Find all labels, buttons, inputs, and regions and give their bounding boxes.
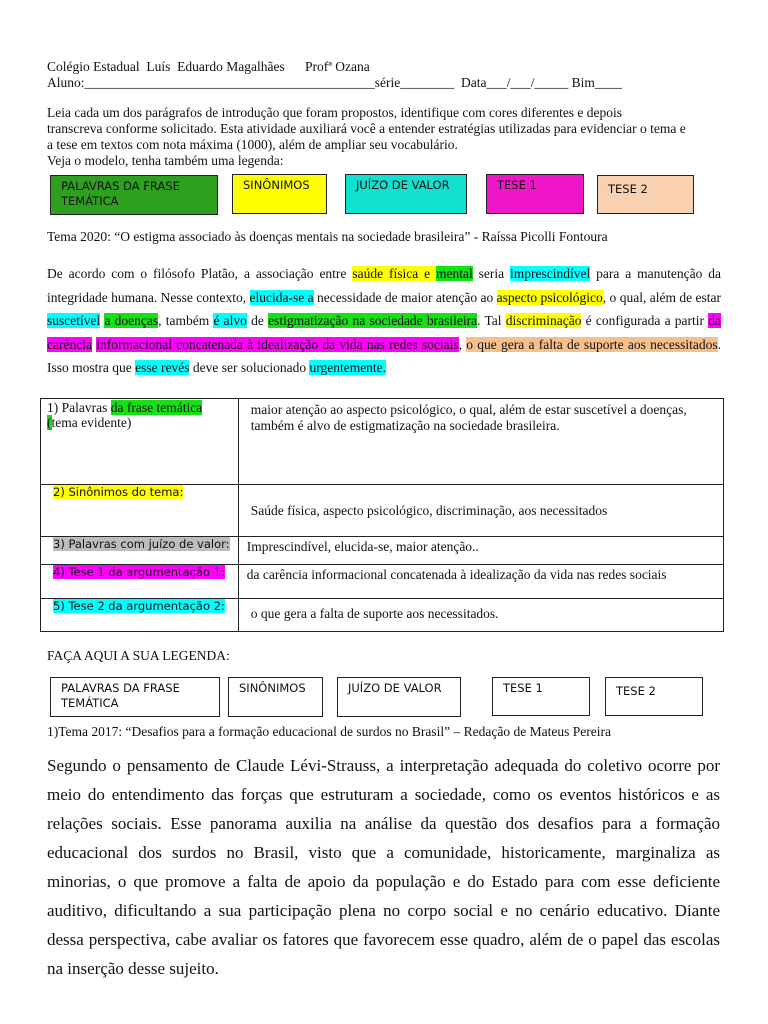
legend-model-synonyms xyxy=(232,174,327,214)
highlight-synonym: saúde física e xyxy=(352,266,436,281)
legend-blank-value-judgment[interactable] xyxy=(337,677,461,717)
highlight-value-judgment: esse revés xyxy=(135,360,190,375)
answer-text: Saúde física, aspecto psicológico, discriminação, aos necessitados xyxy=(250,503,608,518)
answer-text: da carência informacional concatenada à idealização da vida nas redes sociais xyxy=(246,567,667,582)
legend-blank-thesis-2[interactable] xyxy=(605,677,703,716)
student-line: Aluno:___________________________________________série________ Data___/___/_____ Bim____ xyxy=(47,75,622,90)
table-cell-label xyxy=(41,485,239,537)
tema-2020: Tema 2020: “O estigma associado às doenças mentais na sociedade brasileira” - Raíssa Picolli Fontoura xyxy=(47,229,608,244)
legend-model-thesis-2 xyxy=(597,175,694,214)
text-span: . Isso mostra que xyxy=(47,336,722,375)
table-row xyxy=(41,485,724,537)
highlight-thematic: a doenças xyxy=(104,313,159,328)
text-span: tema evidente) xyxy=(51,415,132,430)
legend-label: SINÔNIMOS xyxy=(239,681,306,695)
highlight-thematic: mental xyxy=(435,266,473,281)
highlight-thesis-1: 4) Tese 1 da argumentação 1: xyxy=(53,565,225,579)
highlight-value-judgment-label: 3) Palavras com juízo de valor: xyxy=(53,537,230,551)
instructions-line: Leia cada um dos parágrafos de introdução que foram propostos, identifique com cores diferentes e depois xyxy=(47,105,623,120)
table-cell-answer xyxy=(238,599,723,632)
table-cell-answer xyxy=(238,537,723,565)
highlight-thesis-2: o que gera a falta de suporte aos necessitados xyxy=(466,336,718,352)
legend-label: PALAVRAS DA FRASE TEMÁTICA xyxy=(61,179,180,208)
highlight-thesis-2: 5) Tese 2 da argumentação 2: xyxy=(53,599,225,613)
table-cell-answer xyxy=(238,485,723,537)
answer-text: o que gera a falta de suporte aos necessitados. xyxy=(250,606,499,621)
highlight-value-judgment: suscetível xyxy=(47,313,101,328)
highlight-value-judgment: elucida-se a xyxy=(249,289,314,305)
highlight-value-judgment: imprescindível xyxy=(510,266,591,281)
legend-label: TESE 2 xyxy=(616,684,656,698)
text-span: , o qual, além de estar xyxy=(602,289,721,305)
text-span: necessidade de maior atenção ao xyxy=(313,289,497,305)
highlight-thesis-1: carência xyxy=(47,336,92,352)
tema-2017: 1)Tema 2017: “Desafios para a formação educacional de surdos no Brasil” – Redação de Mateus Pereira xyxy=(47,724,611,739)
text-span: deve ser solucionado xyxy=(189,360,310,375)
text-span: . Tal xyxy=(477,313,506,328)
instructions xyxy=(47,105,747,169)
legend-prompt: FAÇA AQUI A SUA LEGENDA: xyxy=(47,648,230,663)
legend-model-value-judgment xyxy=(345,174,467,214)
legend-label: TESE 1 xyxy=(503,681,543,695)
school-name: Colégio Estadual Luís Eduardo Magalhães Profª Ozana xyxy=(47,59,370,74)
answer-text: maior atenção ao aspecto psicológico, o qual, além de estar suscetível a doenças, também é alvo de estigmatização na sociedade brasileira. xyxy=(250,402,687,433)
legend-label: JUÍZO DE VALOR xyxy=(356,178,450,192)
example-paragraph xyxy=(47,262,721,380)
highlight-thematic: da frase temática xyxy=(110,400,203,415)
table-cell-label xyxy=(41,599,239,632)
legend-blank-thematic[interactable] xyxy=(50,677,220,717)
legend-model-thesis-1 xyxy=(486,174,584,214)
answer-text: Imprescindível, elucida-se, maior atenção.. xyxy=(246,539,479,554)
table-cell-answer xyxy=(238,565,723,599)
highlight-thesis-1: informacional concatenada à idealização da vida nas redes sociais xyxy=(96,336,459,352)
highlight-synonym: 2) Sinônimos do tema: xyxy=(53,485,184,499)
table-cell-label xyxy=(41,399,239,485)
legend-blank-synonyms[interactable] xyxy=(228,677,323,717)
highlight-thematic: ( xyxy=(47,415,52,430)
text-span: para a manutenção da integridade humana. Nesse contexto, xyxy=(47,266,722,305)
text-span: é configurada a partir xyxy=(581,313,709,328)
table-cell-answer xyxy=(238,399,723,485)
table-row xyxy=(41,599,724,632)
legend-label: TESE 1 xyxy=(497,178,537,192)
highlight-thematic: estigmatização na sociedade brasileira xyxy=(268,313,478,328)
highlight-thesis-1: da xyxy=(708,313,721,328)
legend-label: PALAVRAS DA FRASE TEMÁTICA xyxy=(61,681,180,710)
instructions-line: Veja o modelo, tenha também uma legenda: xyxy=(47,153,284,168)
highlight-synonym: discriminação xyxy=(505,313,582,328)
legend-model-thematic xyxy=(50,175,218,215)
table-cell-label xyxy=(41,565,239,599)
instructions-line: transcreva conforme solicitado. Esta atividade auxiliará você a entender estratégias utilizadas para evidenciar o tema e xyxy=(47,121,686,136)
exercise-paragraph: Segundo o pensamento de Claude Lévi-Strauss, a interpretação adequada do coletivo ocorre por meio do entendimento das forças que estruturam a sociedade, como os eventos históricos e as relações sociais. Esse panorama auxilia na análise da questão dos desafios para a formação educacional dos surdos no Brasil, visto que a comunidade, historicamente, marginaliza as minorias, o que promove a falta de apoio da população e do Estado para com esse deficiente auditivo, dificultando a sua participação plena no corpo social e no cenário educativo. Diante dessa perspectiva, cabe avaliar os fatores que favorecem esse quadro, além de o papel das escolas na inserção desse sujeito. xyxy=(47,756,720,978)
highlight-synonym: aspecto psicológico xyxy=(496,289,603,305)
text-span: de xyxy=(246,313,269,328)
table-cell-label xyxy=(41,537,239,565)
text-span: , xyxy=(458,336,467,352)
text-span: 1) Palavras xyxy=(47,400,111,415)
text-span: seria xyxy=(472,266,511,281)
legend-label: SINÔNIMOS xyxy=(243,178,310,192)
text-span: , também xyxy=(158,313,214,328)
header xyxy=(47,59,737,91)
highlight-value-judgment: urgentemente. xyxy=(309,360,387,375)
instructions-line: a tese em textos com nota máxima (1000), além de ampliar seu vocabulário. xyxy=(47,137,458,152)
highlight-value-judgment: é alvo xyxy=(213,313,247,328)
legend-label: TESE 2 xyxy=(608,182,648,196)
text-span: De acordo com o filósofo Platão, a associação entre xyxy=(47,266,353,281)
legend-blank-thesis-1[interactable] xyxy=(492,677,590,716)
table-row xyxy=(41,399,724,485)
table-row xyxy=(41,565,724,599)
legend-label: JUÍZO DE VALOR xyxy=(348,681,442,695)
table-row xyxy=(41,537,724,565)
answer-table xyxy=(40,398,724,632)
